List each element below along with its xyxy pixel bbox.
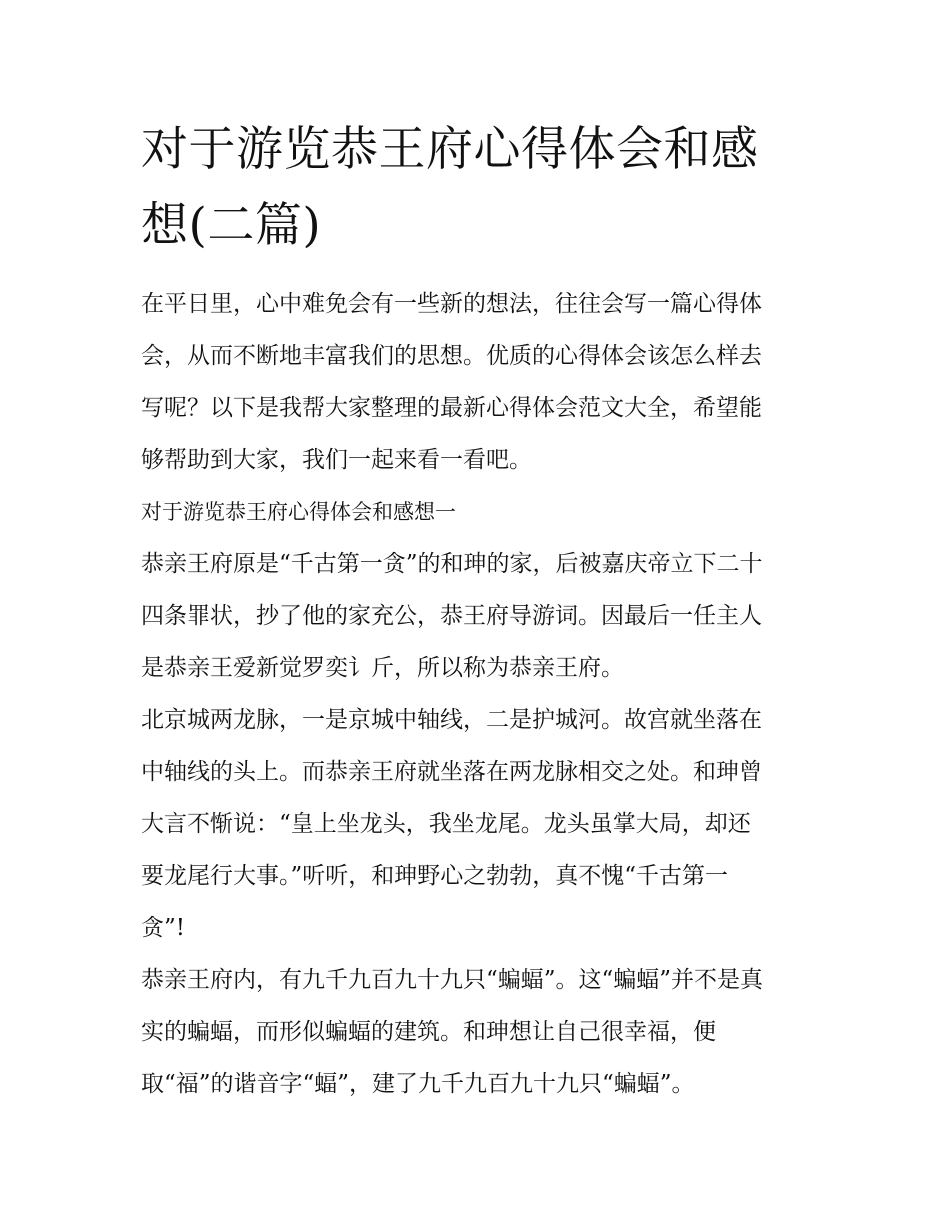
text-line: 要龙尾行大事。”听听，和珅野心之勃勃，真不愧“千古第一 bbox=[141, 863, 729, 889]
title-line: 对于游览恭王府心得体会和感 bbox=[141, 122, 759, 177]
body-paragraph-2 bbox=[141, 694, 816, 954]
text-line: 实的蝙蝠，而形似蝙蝠的建筑。和珅想让自己很幸福，便 bbox=[141, 1019, 716, 1045]
text-line: 贪”! bbox=[141, 915, 186, 941]
text-line: 会，从而不断地丰富我们的思想。优质的心得体会该怎么样去 bbox=[141, 343, 762, 369]
intro-paragraph bbox=[141, 278, 816, 486]
text-line: 恭亲王府内，有九千九百九十九只“蝙蝠”。这“蝙蝠”并不是真 bbox=[141, 967, 764, 993]
text-line: 恭亲王府原是“千古第一贪”的和珅的家，后被嘉庆帝立下二十 bbox=[141, 551, 763, 577]
document-title bbox=[141, 112, 816, 264]
title-line: 想(二篇) bbox=[141, 198, 322, 253]
text-line: 中轴线的头上。而恭亲王府就坐落在两龙脉相交之处。和珅曾 bbox=[141, 759, 762, 785]
section-heading: 对于游览恭王府心得体会和感想一 bbox=[141, 500, 456, 524]
text-line: 够帮助到大家，我们一起来看一看吧。 bbox=[141, 447, 532, 473]
text-line: 四条罪状，抄了他的家充公，恭王府导游词。因最后一任主人 bbox=[141, 603, 762, 629]
text-line: 写呢？以下是我帮大家整理的最新心得体会范文大全，希望能 bbox=[141, 395, 762, 421]
text-line: 北京城两龙脉，一是京城中轴线，二是护城河。故宫就坐落在 bbox=[141, 707, 762, 733]
text-line: 大言不惭说：“皇上坐龙头，我坐龙尾。龙头虽掌大局，却还 bbox=[141, 811, 751, 837]
text-line: 取“福”的谐音字“蝠”，建了九千九百九十九只“蝙蝠”。 bbox=[141, 1071, 695, 1097]
text-line: 是恭亲王爱新觉罗奕讠斤，所以称为恭亲王府。 bbox=[141, 655, 624, 681]
document-page bbox=[141, 112, 816, 1110]
body-paragraph-1 bbox=[141, 538, 816, 694]
body-paragraph-3 bbox=[141, 954, 816, 1110]
text-line: 在平日里，心中难免会有一些新的想法，往往会写一篇心得体 bbox=[141, 291, 762, 317]
